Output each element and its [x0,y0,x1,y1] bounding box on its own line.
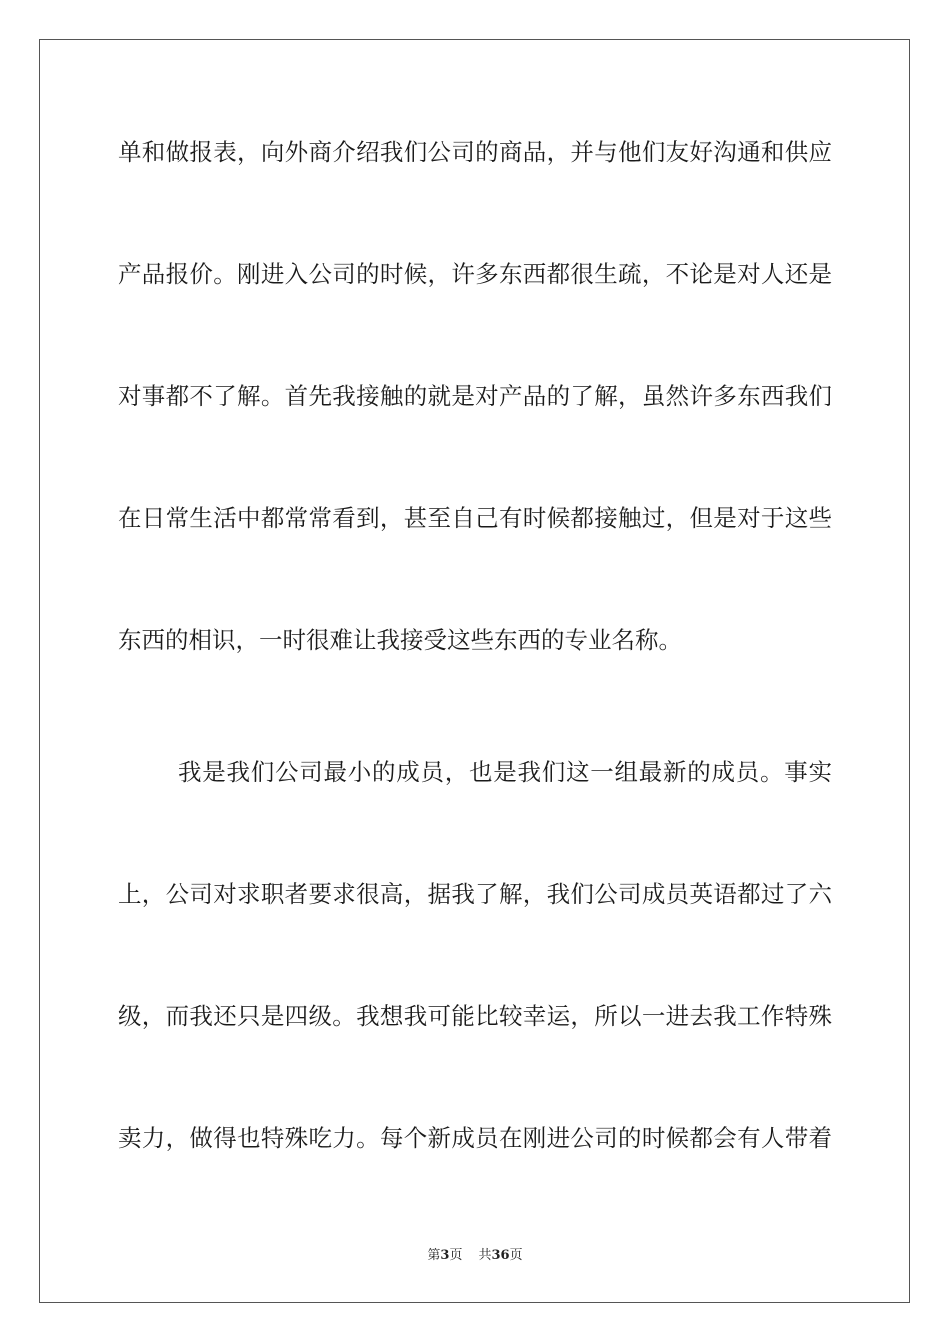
paragraph-line: 卖力，做得也特殊吃力。每个新成员在刚进公司的时候都会有人带着 [118,1124,832,1152]
paragraph-line: 东西的相识，一时很难让我接受这些东西的专业名称。 [118,626,682,654]
paragraph-line: 上，公司对求职者要求很高，据我了解，我们公司成员英语都过了六 [118,880,832,908]
page-border [39,39,910,1303]
page-footer [0,1248,950,1264]
total-pages-indicator: 共36页 [478,1248,523,1263]
paragraph-line: 对事都不了解。首先我接触的就是对产品的了解，虽然许多东西我们 [118,382,832,410]
paragraph-line: 我是我们公司最小的成员，也是我们这一组最新的成员。事实 [178,758,832,786]
page-indicator: 第3页 [427,1248,463,1263]
paragraph-line: 产品报价。刚进入公司的时候，许多东西都很生疏，不论是对人还是 [118,260,832,288]
paragraph-line: 单和做报表，向外商介绍我们公司的商品，并与他们友好沟通和供应 [118,138,832,166]
paragraph-line: 在日常生活中都常常看到，甚至自己有时候都接触过，但是对于这些 [118,504,832,532]
paragraph-line: 级，而我还只是四级。我想我可能比较幸运，所以一进去我工作特殊 [118,1002,832,1030]
